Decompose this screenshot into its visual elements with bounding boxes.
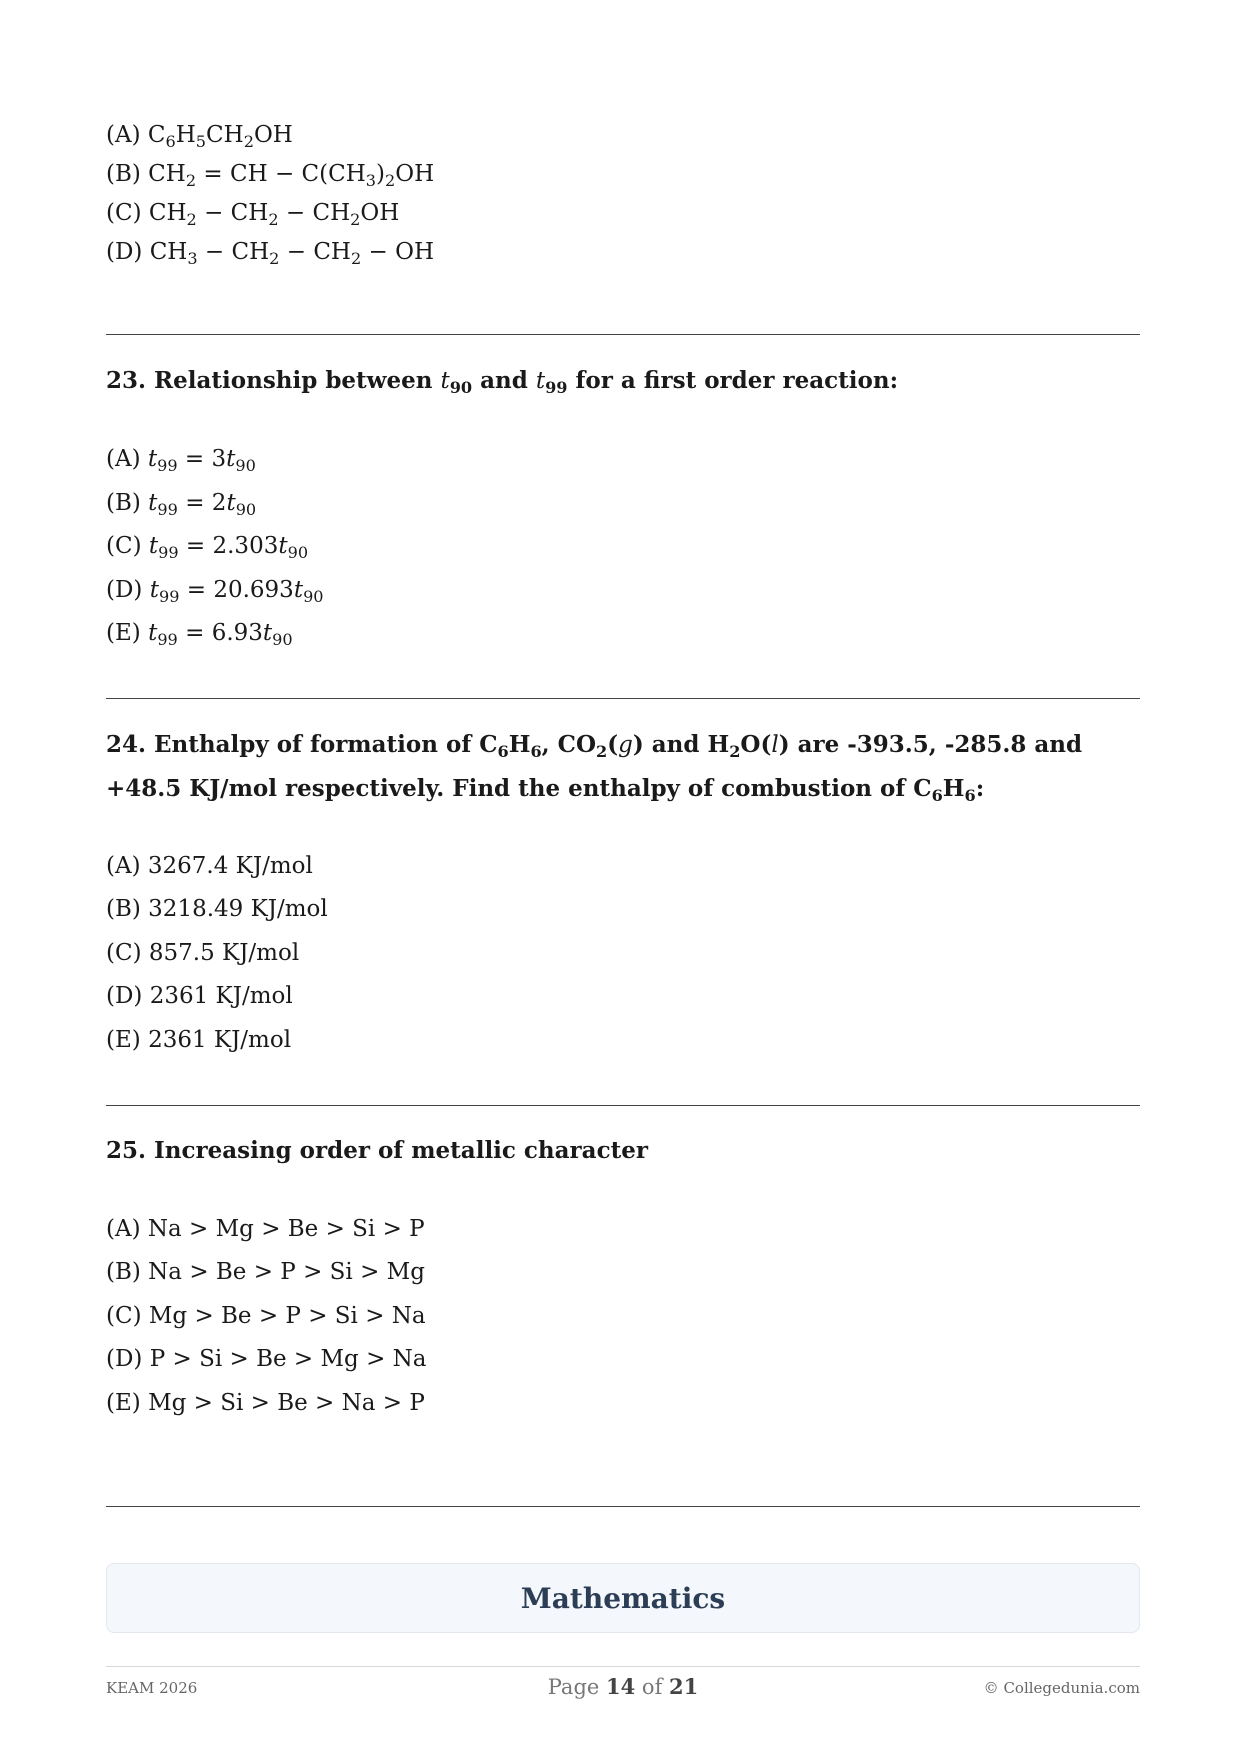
- divider: [106, 1105, 1140, 1106]
- q25-option-a: (A) Na > Mg > Be > Si > P: [106, 1216, 425, 1242]
- q24-option-d: (D) 2361 KJ/mol: [106, 983, 293, 1009]
- divider: [106, 334, 1140, 335]
- page-number: Page 14 of 21: [547, 1674, 699, 1699]
- q24-option-c: (C) 857.5 KJ/mol: [106, 940, 300, 966]
- q23-option-b: (B) $t_{99} = 2t_{90}$: [106, 490, 257, 519]
- q25-option-b: (B) Na > Be > P > Si > Mg: [106, 1259, 425, 1285]
- question-23: 23. Relationship between $t_{90}$ and $t_{99}$ for a first order reaction:: [106, 367, 899, 397]
- q24-option-e: (E) 2361 KJ/mol: [106, 1027, 292, 1053]
- q22-option-c: (C) $CH_2 - CH_2 - CH_2OH$: [106, 200, 400, 229]
- q25-option-c: (C) Mg > Be > P > Si > Na: [106, 1303, 426, 1329]
- question-24: 24. Enthalpy of formation of $C_6H_6$, $CO_2(g)$ and $H_2O(l)$ are -393.5, -285.8 and +48.5 KJ/mol respectively. Find the enthalpy of combustion of $C_6H_6$:: [106, 731, 1083, 805]
- q23-option-a: (A) $t_{99} = 3t_{90}$: [106, 446, 256, 475]
- q25-option-e: (E) Mg > Si > Be > Na > P: [106, 1390, 425, 1416]
- question-25: 25. Increasing order of metallic character: [106, 1137, 648, 1164]
- q23-option-e: (E) $t_{99} = 6.93t_{90}$: [106, 620, 293, 649]
- q22-option-a: (A) $C_6H_5CH_2OH$: [106, 122, 293, 151]
- footer-exam-name: KEAM 2026: [106, 1679, 198, 1697]
- footer-divider: [106, 1666, 1140, 1667]
- q22-option-b: (B) $CH_2$ = CH − $C(CH_3)_2OH$: [106, 161, 435, 190]
- q24-option-b: (B) 3218.49 KJ/mol: [106, 896, 328, 922]
- q22-option-d: (D) $CH_3 - CH_2 - CH_2$ − OH: [106, 239, 435, 268]
- divider: [106, 1506, 1140, 1507]
- q25-option-d: (D) P > Si > Be > Mg > Na: [106, 1346, 427, 1372]
- footer-copyright: © Collegedunia.com: [983, 1679, 1140, 1697]
- section-header: [106, 1563, 1140, 1633]
- q23-option-d: (D) $t_{99} = 20.693t_{90}$: [106, 577, 324, 606]
- divider: [106, 698, 1140, 699]
- q24-option-a: (A) 3267.4 KJ/mol: [106, 853, 313, 879]
- section-title: Mathematics: [520, 1581, 726, 1615]
- q23-option-c: (C) $t_{99} = 2.303t_{90}$: [106, 533, 309, 562]
